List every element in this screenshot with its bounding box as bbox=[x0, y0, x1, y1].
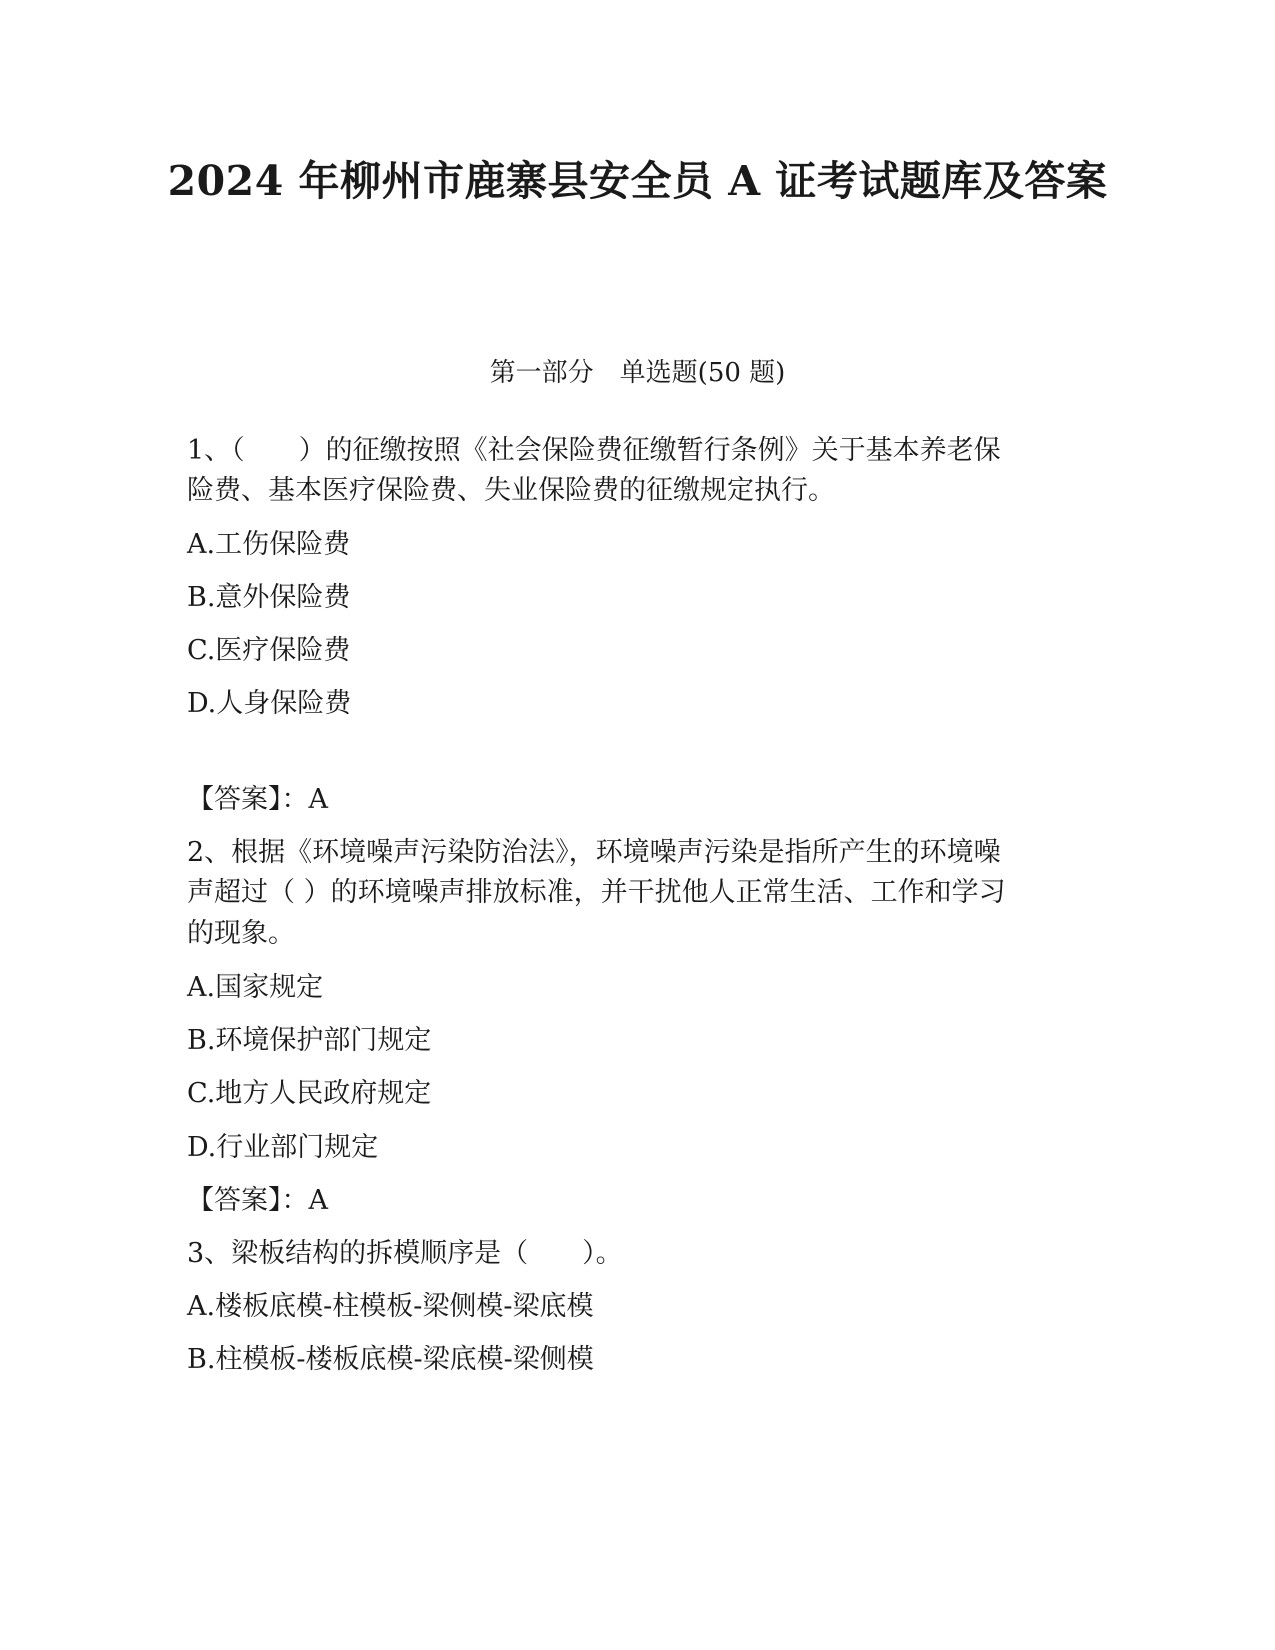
question-2-option-c: C.地方人民政府规定 bbox=[187, 1078, 432, 1109]
section-heading: 第一部分 单选题(50 题) bbox=[489, 358, 786, 388]
question-2-option-a: A.国家规定 bbox=[187, 972, 324, 1003]
question-2-stem-line-2: 声超过（ ）的环境噪声排放标准，并干扰他人正常生活、工作和学习 bbox=[187, 877, 1006, 908]
question-1-option-d: D.人身保险费 bbox=[187, 688, 352, 719]
question-2-option-b: B.环境保护部门规定 bbox=[187, 1025, 432, 1056]
question-1-option-b: B.意外保险费 bbox=[187, 582, 351, 613]
question-1-option-c: C.医疗保险费 bbox=[187, 635, 351, 666]
question-2-option-d: D.行业部门规定 bbox=[187, 1132, 379, 1163]
question-2-answer: 【答案】：A bbox=[187, 1185, 328, 1216]
question-1-option-a: A.工伤保险费 bbox=[187, 529, 351, 560]
question-3-option-b: B.柱模板-楼板底模-梁底模-梁侧模 bbox=[187, 1344, 594, 1375]
document-title: 2024 年柳州市鹿寨县安全员 A 证考试题库及答案 bbox=[167, 157, 1108, 205]
question-2-stem-line-3: 的现象。 bbox=[187, 918, 295, 949]
question-2-stem-line-1: 2、根据《环境噪声污染防治法》，环境噪声污染是指所产生的环境噪 bbox=[187, 837, 1001, 868]
question-1-answer: 【答案】：A bbox=[187, 784, 328, 815]
question-3-option-a: A.楼板底模-柱模板-梁侧模-梁底模 bbox=[187, 1291, 594, 1322]
question-1-stem-line-2: 险费、基本医疗保险费、失业保险费的征缴规定执行。 bbox=[187, 475, 835, 506]
question-1-stem-line-1: 1、（ ）的征缴按照《社会保险费征缴暂行条例》关于基本养老保 bbox=[187, 435, 1001, 466]
question-3-stem-line-1: 3、梁板结构的拆模顺序是（ ）。 bbox=[187, 1238, 623, 1269]
